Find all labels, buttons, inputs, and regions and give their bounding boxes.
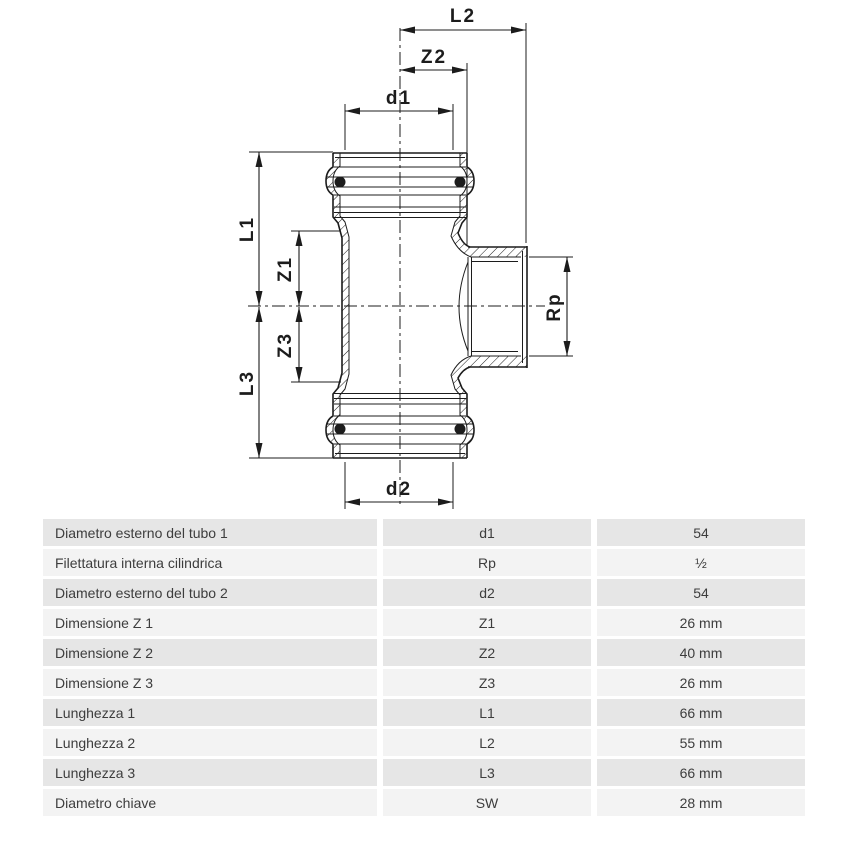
spec-table (43, 519, 805, 819)
spec-description: Dimensione Z 3 (43, 669, 377, 696)
dim-label-l2: L2 (449, 6, 477, 27)
spec-value: 55 mm (597, 729, 805, 756)
spec-table-row (43, 549, 805, 576)
spec-value: 26 mm (597, 609, 805, 636)
dim-label-z3: Z3 (275, 331, 296, 359)
spec-symbol: SW (383, 789, 591, 816)
spec-symbol: L3 (383, 759, 591, 786)
dimension-lines (259, 30, 567, 502)
spec-symbol: Z2 (383, 639, 591, 666)
spec-table-row (43, 519, 805, 546)
spec-symbol: Z1 (383, 609, 591, 636)
spec-symbol: Z3 (383, 669, 591, 696)
spec-symbol: Rp (383, 549, 591, 576)
spec-description: Diametro esterno del tubo 1 (43, 519, 377, 546)
spec-value: 66 mm (597, 699, 805, 726)
spec-table-row (43, 609, 805, 636)
spec-value: 66 mm (597, 759, 805, 786)
spec-value: 26 mm (597, 669, 805, 696)
spec-table-row (43, 579, 805, 606)
spec-symbol: L1 (383, 699, 591, 726)
dim-label-l3: L3 (237, 369, 258, 397)
spec-value: 28 mm (597, 789, 805, 816)
spec-table-row (43, 789, 805, 816)
spec-description: Dimensione Z 2 (43, 639, 377, 666)
spec-value: 54 (597, 519, 805, 546)
spec-value: ½ (597, 549, 805, 576)
spec-table-row (43, 699, 805, 726)
spec-value: 40 mm (597, 639, 805, 666)
spec-symbol: d1 (383, 519, 591, 546)
spec-symbol: d2 (383, 579, 591, 606)
dim-label-d2: d2 (385, 479, 413, 500)
dim-label-z2: Z2 (420, 47, 448, 68)
spec-description: Diametro chiave (43, 789, 377, 816)
spec-table-row (43, 759, 805, 786)
spec-symbol: L2 (383, 729, 591, 756)
spec-description: Lunghezza 2 (43, 729, 377, 756)
spec-description: Dimensione Z 1 (43, 609, 377, 636)
spec-value: 54 (597, 579, 805, 606)
spec-table-row (43, 729, 805, 756)
dim-label-rp: Rp (544, 292, 565, 322)
spec-table-row (43, 639, 805, 666)
spec-description: Lunghezza 1 (43, 699, 377, 726)
spec-description: Lunghezza 3 (43, 759, 377, 786)
spec-description: Filettatura interna cilindrica (43, 549, 377, 576)
dim-label-d1: d1 (385, 88, 413, 109)
spec-table-row (43, 669, 805, 696)
dim-label-l1: L1 (237, 215, 258, 243)
dim-label-z1: Z1 (275, 255, 296, 283)
spec-description: Diametro esterno del tubo 2 (43, 579, 377, 606)
